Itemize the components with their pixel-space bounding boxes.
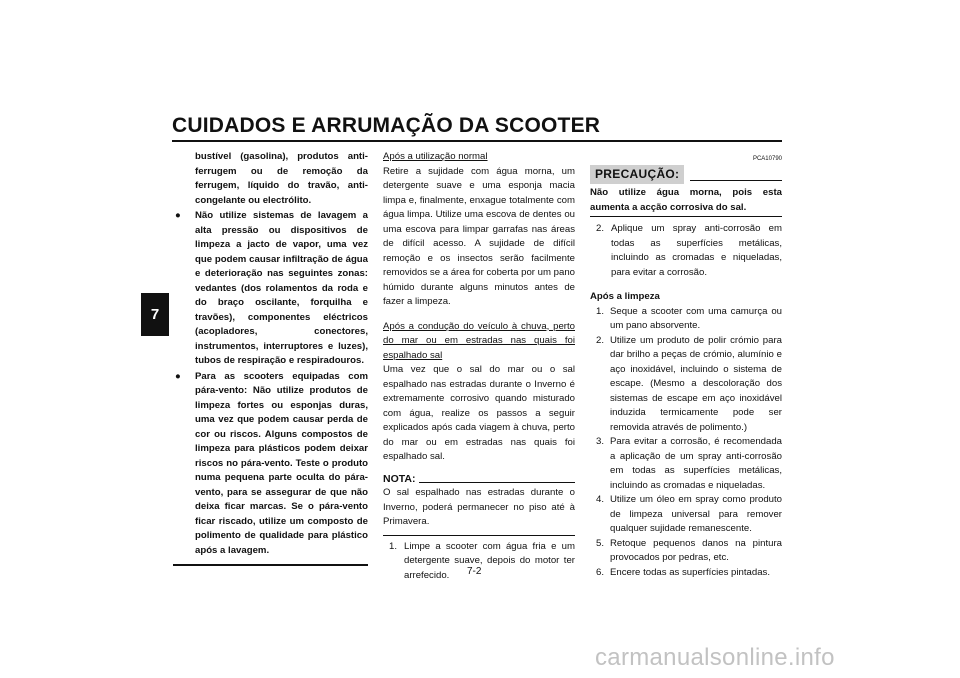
list-item: 5. Retoque pequenos danos na pintura provocados por pedras, etc. — [596, 537, 782, 563]
bullet-icon: ● — [175, 210, 181, 221]
caution-code: PCA10790 — [752, 156, 782, 162]
warning-continuation: bustível (gasolina), produtos anti-ferrugem ou de remoção da ferrugem, líquido do travão, anti-congelante ou electrólito. — [195, 151, 368, 206]
caution-label: PRECAUÇÃO: — [590, 165, 684, 184]
cleaning-steps-continued — [590, 222, 782, 280]
after-use-heading: Após a utilização normal — [383, 151, 488, 162]
list-item: 2. Aplique um spray anti-corrosão em todas as superfícies metálicas, incluindo as cromadas e niqueladas, para evitar a corrosão. — [596, 223, 782, 278]
list-item: 4. Utilize um óleo em spray como produto de limpeza universal para remover qualquer sujidade remanescente. — [596, 494, 782, 534]
bullet-text: Não utilize sistemas de lavagem a alta pressão ou dispositivos de limpeza a jacto de vapor, uma vez que podem causar infiltração de água e deterioração nas seguintes zonas: vedantes (dos rolamentos da roda e do braço oscilante, forquilha e travões), componentes eléctricos (acopladores, conectores, instrumentos, interruptores e luzes), tubos de respiração e respiradouros. — [195, 210, 368, 366]
caution-rule — [690, 180, 782, 181]
caution-header — [590, 165, 782, 184]
warning-bullet — [173, 370, 368, 559]
column-right — [590, 155, 782, 580]
after-use-text: Retire a sujidade com água morna, um detergente suave e uma esponja macia limpa e, finalmente, enxague totalmente com água limpa. Utilize uma escova de dentes ou uma escova para limpar garrafas nas áreas de difícil acesso. A sujidade de difícil remoção e os insectos serão facilmente removidos se a área for coberta por um pano húmido durante alguns minutos antes de fazer a limpeza. — [383, 165, 575, 307]
warning-bullet — [173, 209, 368, 369]
list-item: 6. Encere todas as superfícies pintadas. — [596, 566, 770, 578]
warning-end-rule — [173, 564, 368, 566]
caution-text: Não utilize água morna, pois esta aumenta a acção corrosiva do sal. — [590, 187, 782, 213]
note-label: NOTA: — [383, 472, 416, 485]
bullet-text: Para as scooters equipadas com pára-vento: Não utilize produtos de limpeza fortes ou esponjas duras, uma vez que podem causar perda de cor ou riscos. Alguns compostos de limpeza para plásticos podem deixar riscos no pára-vento. Teste o produto numa pequena parte oculta do pára-vento, para se assegurar de que não deixa ficar marcas. Se o pára-vento ficar riscado, utilize um composto de polimento de qualidade para plástico após a lavagem. — [195, 370, 368, 556]
rain-heading: Após a condução do veículo à chuva, perto do mar ou em estradas nas quais foi espalhado sal — [383, 320, 575, 361]
watermark: carmanualsonline.info — [595, 644, 835, 671]
column-left — [173, 150, 368, 566]
page-title: CUIDADOS E ARRUMAÇÃO DA SCOOTER — [172, 114, 601, 137]
list-item: 2. Utilize um produto de polir crómio para dar brilho a peças de crómio, alumínio e aço inoxidável, incluindo o sistema de escape. (Mesmo a descoloração dos sistemas de escape em aço inoxidável induzida termicamente pode ser removida através de polimento.) — [596, 334, 782, 433]
column-middle — [383, 150, 575, 583]
after-cleaning-steps — [590, 305, 782, 581]
after-cleaning-heading: Após a limpeza — [590, 291, 660, 302]
list-item: 1. Limpe a scooter com água fria e um detergente suave, depois do motor ter arrefecido. — [389, 540, 575, 581]
chapter-tab: 7 — [141, 293, 169, 336]
note-end-rule — [383, 535, 575, 536]
bullet-icon: ● — [175, 370, 181, 382]
note-rule — [419, 482, 575, 483]
page-number: 7-2 — [467, 566, 482, 577]
note-header — [383, 472, 575, 487]
list-item: 1. Seque a scooter com uma camurça ou um pano absorvente. — [596, 305, 782, 331]
rain-text: Uma vez que o sal do mar ou o sal espalhado nas estradas durante o Inverno é extremamente corrosivo quando misturado com água, realize os passos a seguir explicados após cada viagem à chuva, perto do mar ou em estradas nas quais foi espalhado sal. — [383, 364, 575, 462]
list-item: 3. Para evitar a corrosão, é recomendada a aplicação de um spray anti-corrosão em todas as superfícies metálicas, incluindo as cromadas e niqueladas. — [596, 436, 782, 491]
note-text: O sal espalhado nas estradas durante o Inverno, poderá permanecer no piso até à Primavera. — [383, 487, 575, 527]
title-rule — [172, 140, 782, 142]
caution-end-rule — [590, 216, 782, 217]
